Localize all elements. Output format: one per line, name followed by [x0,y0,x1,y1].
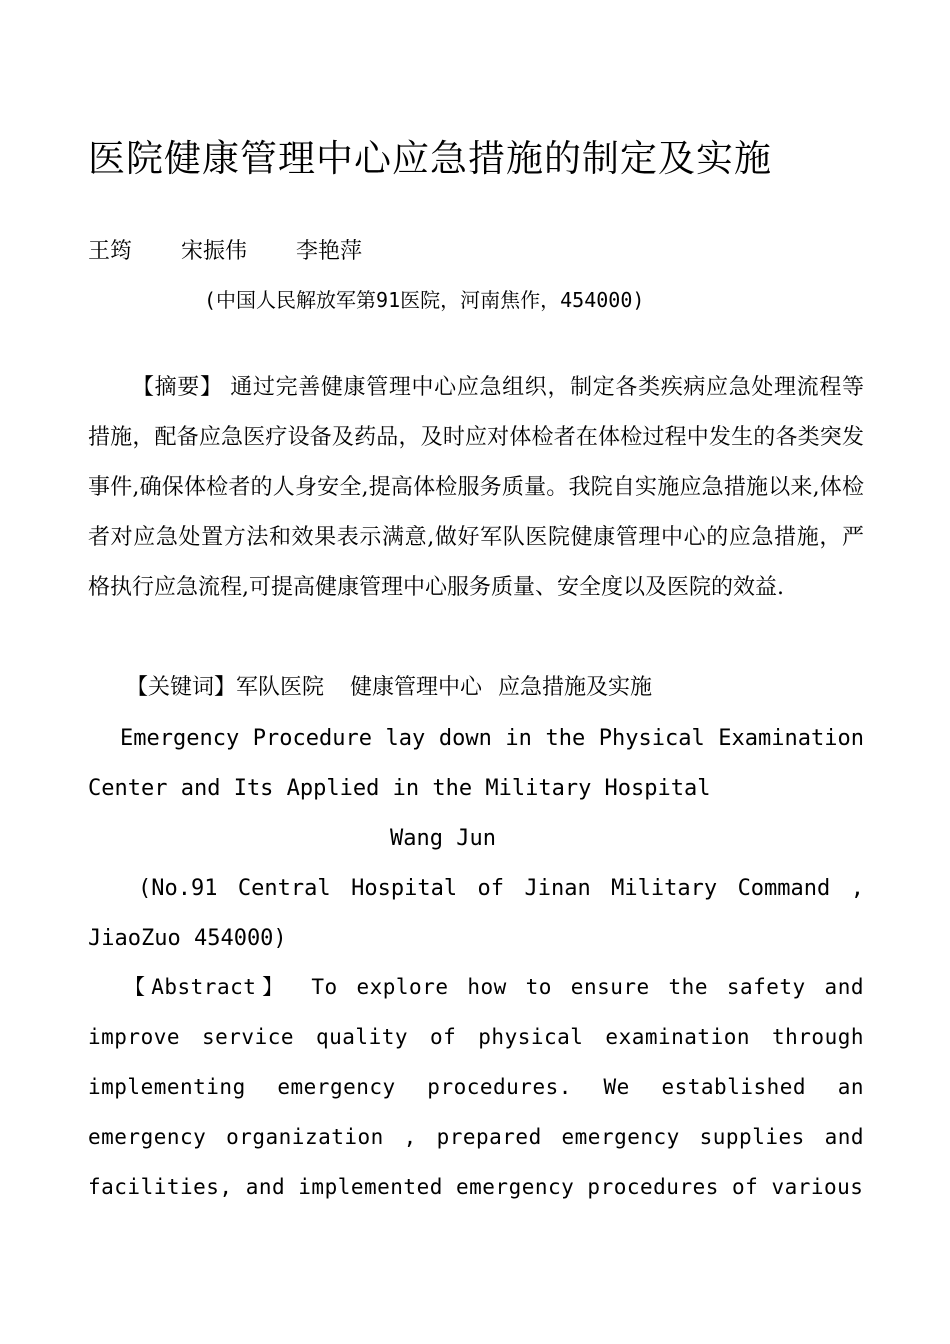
keyword-3: 应急措施及实施 [498,675,653,700]
abstract-en-text: To explore how to ensure the safety and improve service quality of physical examination through implementing emergency procedures. We established an emergency organization , prepared emergency supplies and facilities, and implemented emergency procedures of various [88,975,864,1199]
keyword-2: 健康管理中心 [350,675,483,700]
author-3: 李艳萍 [296,239,363,264]
paper-title: 医院健康管理中心应急措施的制定及实施 [88,137,772,180]
author-1: 王筠 [88,239,133,264]
abstract-cn [88,363,864,613]
title-en: Emergency Procedure lay down in the Physical Examination Center and Its Applied in the Military Hospital [88,726,864,801]
abstract-cn-label: 【摘要】 [132,375,223,400]
keyword-1: 军队医院 [236,675,325,700]
abstract-en-label: 【Abstract】 [124,975,290,999]
affiliation-cn: (中国人民解放军第91医院，河南焦作，454000) [204,288,645,312]
author-list [88,234,362,265]
abstract-en [88,962,864,1212]
keywords-cn-label: 【关键词】 [126,675,237,700]
abstract-cn-text: 通过完善健康管理中心应急组织，制定各类疾病应急处理流程等措施，配备应急医疗设备及药品，及时应对体检者在体检过程中发生的各类突发事件,确保体检者的人身安全,提高体检服务质量。我院自实施应急措施以来,体检者对应急处置方法和效果表示满意,做好军队医院健康管理中心的应急措施，严格执行应急流程,可提高健康管理中心服务质量、安全度以及医院的效益. [88,375,864,600]
keywords-cn [126,663,652,713]
author-2: 宋振伟 [181,239,248,264]
author-en: Wang Jun [390,826,496,851]
affiliation-en: (No.91 Central Hospital of Jinan Military Command , JiaoZuo 454000) [88,876,864,951]
